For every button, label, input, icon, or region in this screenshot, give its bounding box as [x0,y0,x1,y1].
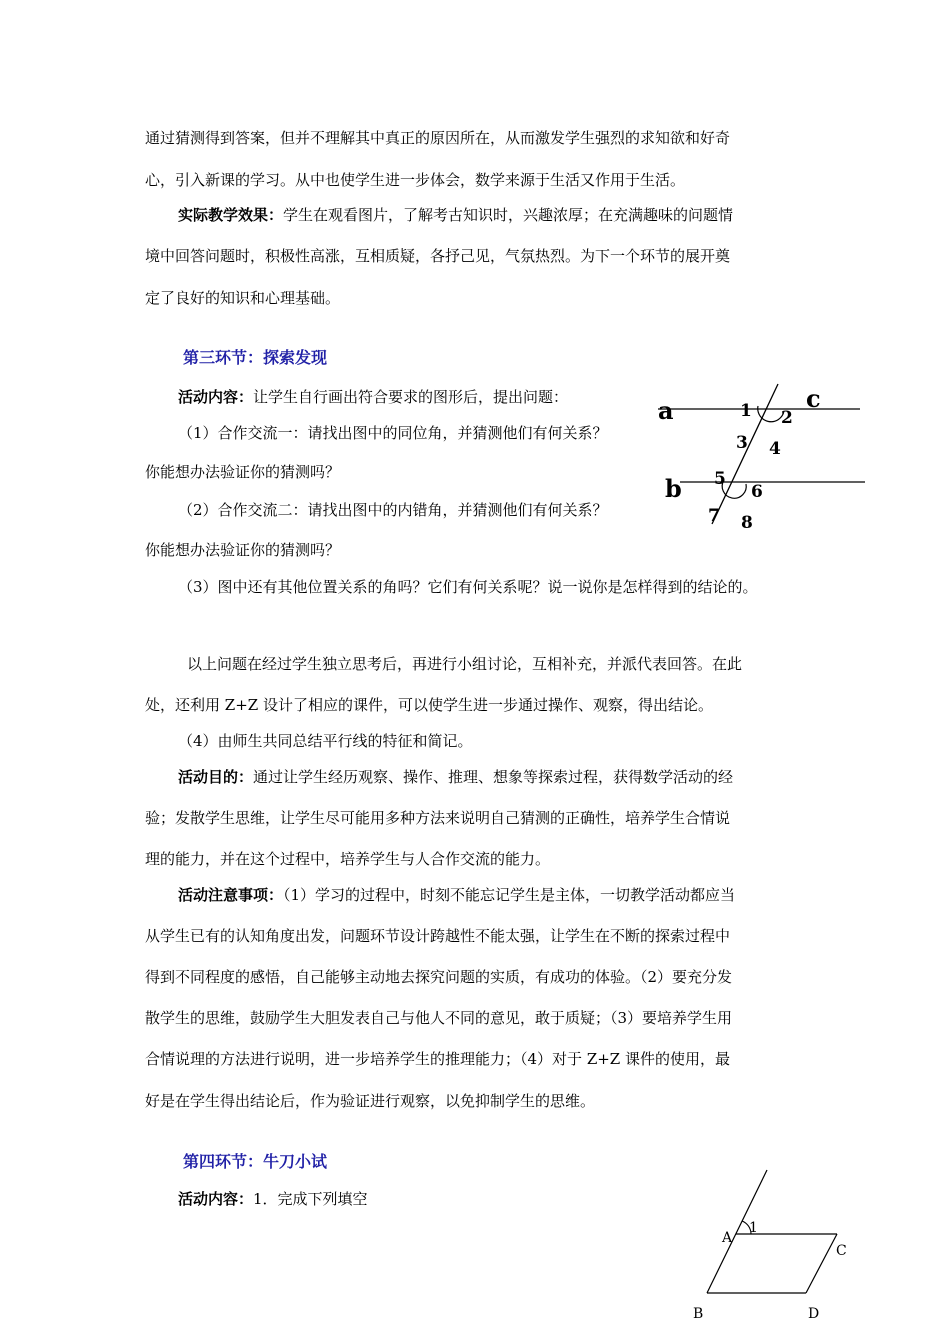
parallelogram-figure [685,1165,860,1344]
paragraph-line: 心，引入新课的学习。从中也使学生进一步体会，数学来源于生活又作用于生活。 [145,171,686,189]
effect-label: 实际教学效果： [178,206,284,224]
question-3: （3）图中还有其他位置关系的角吗？它们有何关系呢？说一说你是怎样得到的结论的。 [178,578,758,596]
paragraph-line: 从学生已有的认知角度出发，问题环节设计跨越性不能太强，让学生在不断的探索过程中 [145,927,731,945]
question-4: （4）由师生共同总结平行线的特征和简记。 [178,732,473,750]
question-2: （2）合作交流二：请找出图中的内错角，并猜测他们有何关系？ [178,501,608,519]
activity-text: 1．完成下列填空 [253,1190,368,1208]
paragraph-line: 通过猜测得到答案，但并不理解其中真正的原因所在，从而激发学生强烈的求知欲和好奇 [145,129,731,147]
vertex-a: A [722,1230,733,1246]
label-a: a [658,396,674,425]
paragraph-line: 好是在学生得出结论后，作为验证进行观察，以免抑制学生的思维。 [145,1092,596,1110]
paragraph-line: 验；发散学生思维，让学生尽可能用多种方法来说明自己猜测的正确性，培养学生合情说 [145,809,731,827]
angle-8: 8 [741,513,753,533]
effect-paragraph [178,205,733,225]
parallel-lines-figure [650,378,870,538]
activity-label: 活动内容： [178,1190,254,1208]
paragraph-line: 得到不同程度的感悟，自己能够主动地去探究问题的实质，有成功的体验。（2）要充分发 [145,968,733,986]
paragraph-line: 定了良好的知识和心理基础。 [145,289,341,307]
activity-label: 活动内容： [178,388,254,406]
vertex-b: B [693,1306,704,1322]
angle-1: 1 [749,1220,758,1236]
angle-7: 7 [708,506,720,526]
effect-text: 学生在观看图片，了解考古知识时，兴趣浓厚；在充满趣味的问题情 [283,206,734,224]
section-four-title: 第四环节：牛刀小试 [183,1152,328,1171]
notes-label: 活动注意事项： [178,886,284,904]
angle-1: 1 [740,401,752,421]
notes-text: （1）学习的过程中，时刻不能忘记学生是主体，一切教学活动都应当 [283,886,736,904]
purpose-text: 通过让学生经历观察、操作、推理、想象等探索过程，获得数学活动的经 [253,768,734,786]
activity-text: 让学生自行画出符合要求的图形后，提出问题： [253,388,569,406]
angle-3: 3 [736,433,748,453]
notes-paragraph [178,885,735,905]
extended-line [707,1170,767,1293]
vertex-c: C [836,1243,847,1259]
angle-2: 2 [781,408,793,428]
side-cd [806,1234,837,1293]
section-three-title: 第三环节：探索发现 [183,348,328,367]
activity-content [178,1189,368,1209]
question-1: （1）合作交流一：请找出图中的同位角，并猜测他们有何关系？ [178,424,608,442]
purpose-paragraph [178,767,733,787]
question-2-followup: 你能想办法验证你的猜测吗？ [145,541,341,559]
label-b: b [665,474,682,503]
paragraph-line: 境中回答问题时，积极性高涨，互相质疑，各抒己见，气氛热烈。为下一个环节的展开奠 [145,247,731,265]
purpose-label: 活动目的： [178,768,254,786]
discussion-line: 以上问题在经过学生独立思考后，再进行小组讨论，互相补充，并派代表回答。在此 [187,655,743,673]
angle-5: 5 [714,469,726,489]
angle-4: 4 [769,439,781,459]
question-1-followup: 你能想办法验证你的猜测吗？ [145,463,341,481]
paragraph-line: 理的能力，并在这个过程中，培养学生与人合作交流的能力。 [145,850,551,868]
paragraph-line: 散学生的思维，鼓励学生大胆发表自己与他人不同的意见，敢于质疑；（3）要培养学生用 [145,1009,733,1027]
angle-6: 6 [751,482,763,502]
vertex-d: D [808,1306,820,1322]
label-c: c [806,384,821,413]
activity-content [178,387,568,407]
discussion-line: 处，还利用 Z+Z 设计了相应的课件，可以使学生进一步通过操作、观察，得出结论。 [145,696,713,714]
paragraph-line: 合情说理的方法进行说明，进一步培养学生的推理能力；（4）对于 Z+Z 课件的使用，最 [145,1050,730,1068]
